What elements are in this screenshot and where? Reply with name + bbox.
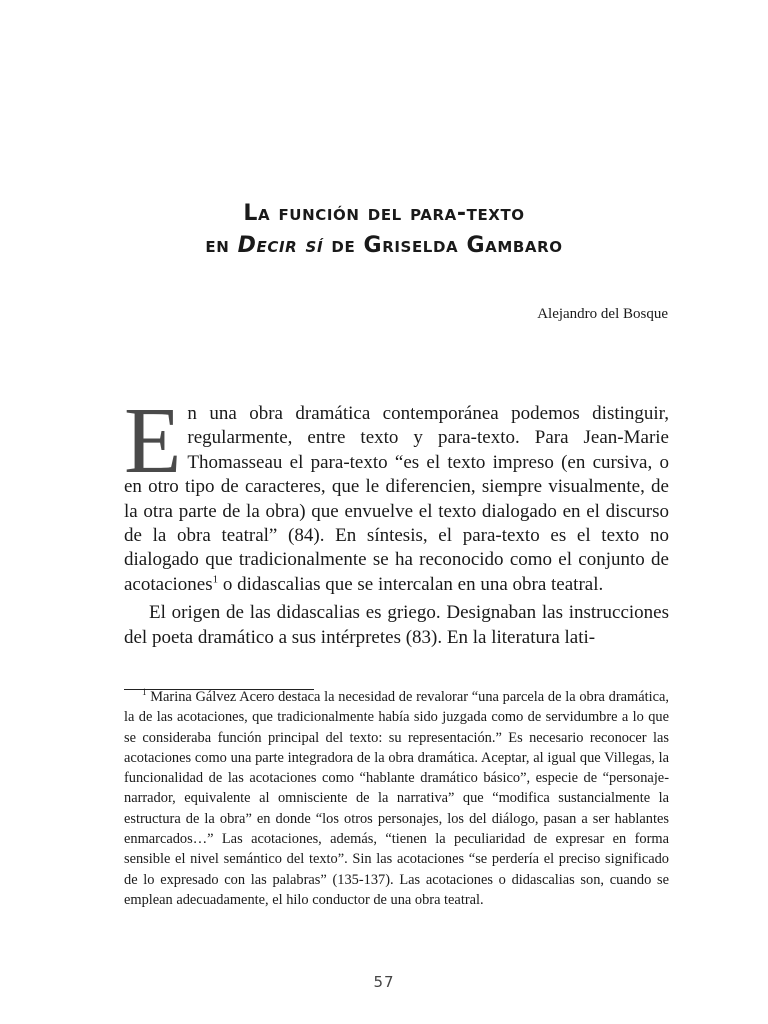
footnote (124, 687, 669, 910)
title-prefix: en (205, 233, 238, 258)
title-line-1: La función del para-texto (243, 201, 525, 226)
author-name: Alejandro del Bosque (537, 306, 668, 322)
footnote-number: 1 (142, 687, 147, 698)
article-title (0, 198, 768, 262)
title-suffix: de Griselda Gambaro (323, 233, 563, 258)
footnote-text: Marina Gálvez Acero destaca la necesidad de revalorar “una parcela de la obra dramática, la de las acotaciones, que tradicionalmente había sido juzgada como de servidumbre a lo que se consideraba función principal del texto: su representación.” Es necesario reconocer las acotaciones como una parte integradora de la obra dramática. Aceptar, al igual que Villegas, la funcionalidad de las acotaciones como “hablante dramático básico”, especie de “personaje-narrador, equivalente al omnisciente de la narrativa” que “modifica sustancialmente la estructura de la obra” en donde “los otros personajes, los del diálogo, pasan a ser hablantes enmarcados…” Las acotaciones, además, “tienen la peculiaridad de expresar en forma sensible el nivel semántico del texto”. Sin las acotaciones “se perdería el preciso significado de lo expresado con las palabras” (135-137). Las acotaciones o didascalias son, cuando se emplean adecuadamente, el hilo conductor de una obra teatral. (124, 689, 669, 908)
paragraph-1-text-a: n una obra dramática contemporánea podemos distinguir, regularmente, entre texto y para-texto. Para Jean-Marie Thomasseau el para-texto “es el texto impreso (en cursiva, o en otro tipo de caracteres, que le diferencien, siempre visualmente, de la otra parte de la obra) que envuelve el texto dialogado en el discurso de la obra teatral” (84). En síntesis, el para-texto es el texto no dialogado que tradicionalmente se ha reconocido como el conjunto de acotaciones (124, 403, 669, 595)
paragraph-2: El origen de las didascalias es griego. Designaban las instrucciones del poeta dramático a sus intérpretes (83). En la literatura lati- (124, 602, 669, 648)
body-text (124, 389, 669, 650)
title-line-2 (0, 230, 768, 262)
paragraph-1-text-b: o didascalias que se intercalan en una obra teatral. (218, 573, 604, 595)
paragraph-1 (124, 389, 669, 597)
footnote-reference: 1 (212, 573, 219, 586)
title-work: Decir sí (237, 233, 324, 258)
drop-cap: E (124, 389, 182, 493)
page-number: 57 (373, 973, 395, 991)
